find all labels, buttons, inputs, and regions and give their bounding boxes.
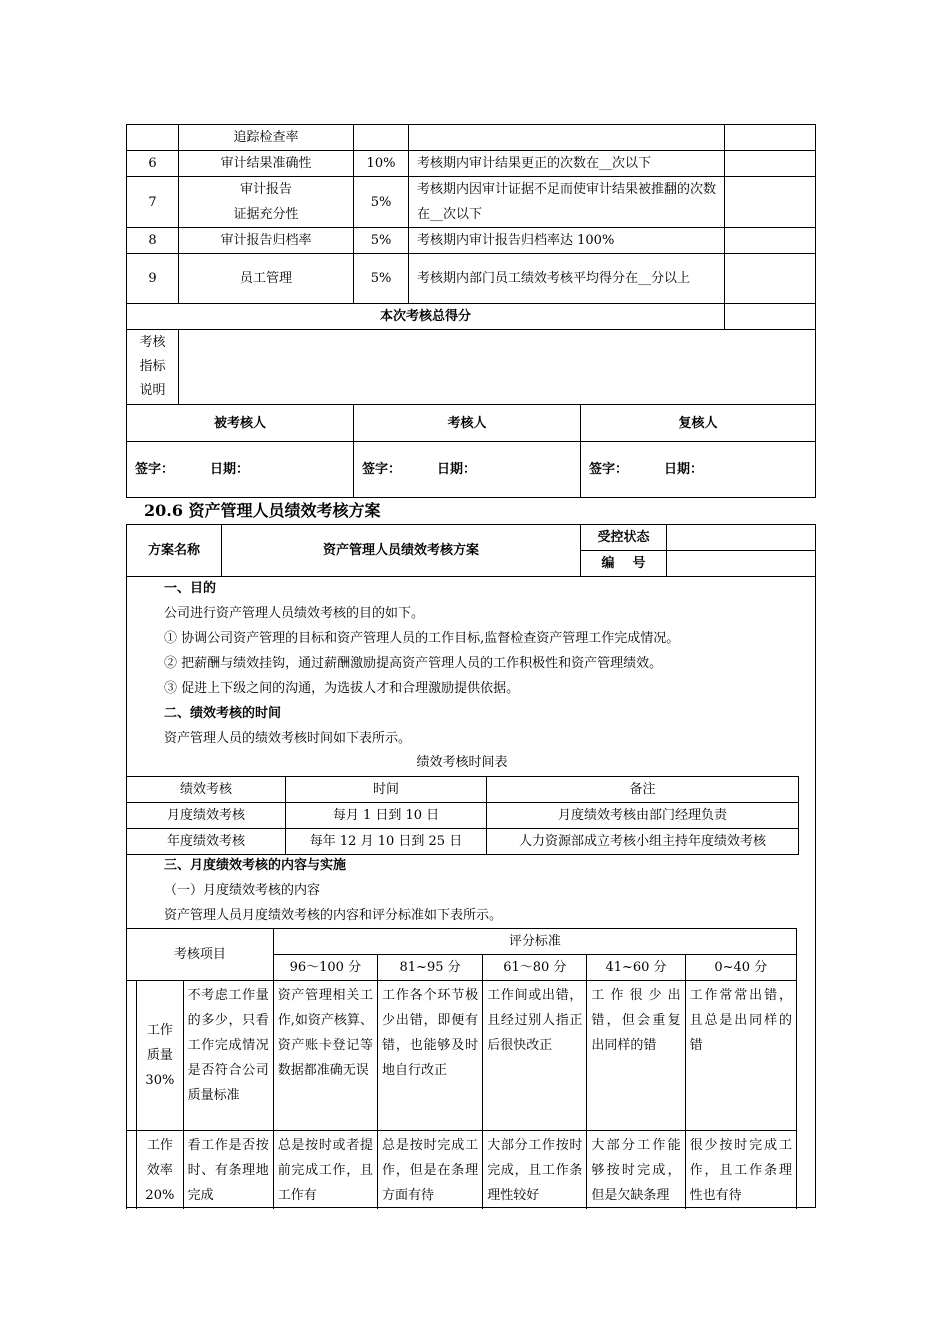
note-content bbox=[179, 330, 816, 405]
assessee-label: 被考核人 bbox=[127, 405, 354, 442]
item-header: 考核项目 bbox=[127, 929, 274, 981]
row-standard: 考核期内部门员工绩效考核平均得分在__分以上 bbox=[409, 254, 725, 304]
range-header: 61～80 分 bbox=[483, 955, 587, 981]
column-header: 时间 bbox=[286, 777, 487, 803]
table-row bbox=[127, 125, 816, 151]
row-desc: 不考虑工作量的多少，只看工作完成情况是否符合公司质量标准 bbox=[183, 981, 273, 1131]
row-score bbox=[725, 254, 816, 304]
level-cell: 总是按时或者提前完成工作，且工作有 bbox=[273, 1131, 377, 1210]
row-standard: 考核期内审计报告归档率达 100% bbox=[409, 228, 725, 254]
assessee-sign[interactable] bbox=[127, 442, 354, 498]
number-label: 编 号 bbox=[581, 551, 667, 577]
sign-row bbox=[127, 442, 816, 498]
signature-table bbox=[126, 404, 816, 498]
paragraph: ① 协调公司资产管理的目标和资产管理人员的工作目标,监督检查资产管理工作完成情况。 bbox=[164, 631, 680, 646]
table-cell: 每月 1 日到 10 日 bbox=[286, 803, 487, 829]
table-row bbox=[127, 981, 797, 1131]
row-standard bbox=[409, 125, 725, 151]
row-item: 审计报告 证据充分性 bbox=[179, 177, 354, 228]
level-cell: 工作各个环节极少出错，即便有错，也能够及时地自行改正 bbox=[377, 981, 482, 1131]
plan-header-table bbox=[126, 524, 816, 577]
number-value[interactable] bbox=[667, 551, 816, 577]
total-row bbox=[127, 304, 816, 330]
level-cell: 工作间或出错，且经过别人指正后很快改正 bbox=[483, 981, 587, 1131]
table-cell: 月度绩效考核由部门经理负责 bbox=[487, 803, 799, 829]
score-table-wrap bbox=[126, 928, 816, 1209]
row-standard: 考核期内因审计证据不足而使审计结果被推翻的次数在__次以下 bbox=[409, 177, 725, 228]
column-header: 绩效考核 bbox=[127, 777, 286, 803]
sign-label: 签字： bbox=[135, 462, 175, 477]
table-row bbox=[127, 1131, 797, 1210]
roles-row bbox=[127, 405, 816, 442]
heading-purpose: 一、目的 bbox=[164, 581, 217, 596]
page-bottom-rule bbox=[126, 1207, 815, 1208]
row-weight bbox=[354, 125, 409, 151]
row-no: 8 bbox=[127, 228, 179, 254]
level-cell: 大部分工作能够按时完成，但是欠缺条理 bbox=[587, 1131, 685, 1210]
row-item: 员工管理 bbox=[179, 254, 354, 304]
total-label: 本次考核总得分 bbox=[127, 304, 725, 330]
paragraph: ③ 促进上下级之间的沟通，为选拔人才和合理激励提供依据。 bbox=[164, 681, 520, 696]
date-label: 日期： bbox=[210, 462, 250, 477]
sign-label: 签字： bbox=[589, 462, 629, 477]
range-header: 96～100 分 bbox=[273, 955, 377, 981]
table-cell: 每年 12 月 10 日到 25 日 bbox=[286, 829, 487, 855]
row-name: 工作 质量 30% bbox=[137, 981, 184, 1131]
row-standard: 考核期内审计结果更正的次数在__次以下 bbox=[409, 151, 725, 177]
row-item: 审计结果准确性 bbox=[179, 151, 354, 177]
column-header: 备注 bbox=[487, 777, 799, 803]
table-cell: 月度绩效考核 bbox=[127, 803, 286, 829]
table-row bbox=[127, 177, 816, 228]
row-weight: 5% bbox=[354, 177, 409, 228]
plan-name-label: 方案名称 bbox=[127, 525, 222, 577]
plan-name-value: 资产管理人员绩效考核方案 bbox=[222, 525, 581, 577]
controlled-status-label: 受控状态 bbox=[581, 525, 667, 551]
row-weight: 10% bbox=[354, 151, 409, 177]
level-cell: 很少按时完成工作，且工作条理性也有待 bbox=[685, 1131, 796, 1210]
row-no: 7 bbox=[127, 177, 179, 228]
level-cell: 总是按时完成工作，但是在条理方面有待 bbox=[377, 1131, 482, 1210]
level-cell: 大部分工作按时完成，且工作条理性较好 bbox=[483, 1131, 587, 1210]
row-indent bbox=[127, 981, 137, 1131]
row-indent bbox=[127, 1131, 137, 1210]
table-cell: 人力资源部成立考核小组主持年度绩效考核 bbox=[487, 829, 799, 855]
sign-label: 签字： bbox=[362, 462, 402, 477]
assessor-label: 考核人 bbox=[354, 405, 581, 442]
controlled-status-value[interactable] bbox=[667, 525, 816, 551]
level-cell: 工作很少出错，但会重复出同样的错 bbox=[587, 981, 685, 1131]
note-label: 考核 指标 说明 bbox=[127, 330, 179, 405]
level-cell: 资产管理相关工作,如资产核算、资产账卡登记等数据都准确无误 bbox=[273, 981, 377, 1131]
criteria-header: 评分标准 bbox=[273, 929, 796, 955]
table-row bbox=[127, 803, 799, 829]
row-desc: 看工作是否按时、有条理地完成 bbox=[183, 1131, 273, 1210]
row-score bbox=[725, 151, 816, 177]
paragraph: 资产管理人员月度绩效考核的内容和评分标准如下表所示。 bbox=[164, 908, 503, 923]
row-no bbox=[127, 125, 179, 151]
heading-time: 二、绩效考核的时间 bbox=[164, 706, 282, 721]
row-no: 6 bbox=[127, 151, 179, 177]
paragraph: 公司进行资产管理人员绩效考核的目的如下。 bbox=[164, 606, 425, 621]
time-table-caption: 绩效考核时间表 bbox=[416, 755, 508, 770]
date-label: 日期： bbox=[437, 462, 477, 477]
paragraph: 资产管理人员的绩效考核时间如下表所示。 bbox=[164, 731, 412, 746]
row-no: 9 bbox=[127, 254, 179, 304]
assessor-sign[interactable] bbox=[354, 442, 581, 498]
date-label: 日期： bbox=[664, 462, 704, 477]
audit-kpi-table bbox=[126, 124, 816, 405]
row-weight: 5% bbox=[354, 228, 409, 254]
row-name: 工作 效率 20% bbox=[137, 1131, 184, 1210]
subheading: （一）月度绩效考核的内容 bbox=[164, 883, 321, 898]
heading-monthly: 三、月度绩效考核的内容与实施 bbox=[164, 858, 347, 873]
note-row bbox=[127, 330, 816, 405]
reviewer-sign[interactable] bbox=[581, 442, 816, 498]
row-item: 审计报告归档率 bbox=[179, 228, 354, 254]
range-header: 81~95 分 bbox=[377, 955, 482, 981]
score-table bbox=[126, 928, 797, 1209]
total-score bbox=[725, 304, 816, 330]
reviewer-label: 复核人 bbox=[581, 405, 816, 442]
table-row bbox=[127, 829, 799, 855]
range-header: 41~60 分 bbox=[587, 955, 685, 981]
table-cell: 年度绩效考核 bbox=[127, 829, 286, 855]
table-row bbox=[127, 254, 816, 304]
row-score bbox=[725, 177, 816, 228]
row-score bbox=[725, 228, 816, 254]
row-item: 追踪检查率 bbox=[179, 125, 354, 151]
row-weight: 5% bbox=[354, 254, 409, 304]
range-header: 0~40 分 bbox=[685, 955, 796, 981]
table-row bbox=[127, 151, 816, 177]
paragraph: ② 把薪酬与绩效挂钩，通过薪酬激励提高资产管理人员的工作积极性和资产管理绩效。 bbox=[164, 656, 663, 671]
level-cell: 工作常常出错，且总是出同样的错 bbox=[685, 981, 796, 1131]
table-header-row bbox=[127, 777, 799, 803]
row-score bbox=[725, 125, 816, 151]
section-title: 20.6 资产管理人员绩效考核方案 bbox=[144, 501, 381, 520]
time-table bbox=[126, 776, 799, 855]
table-row bbox=[127, 228, 816, 254]
